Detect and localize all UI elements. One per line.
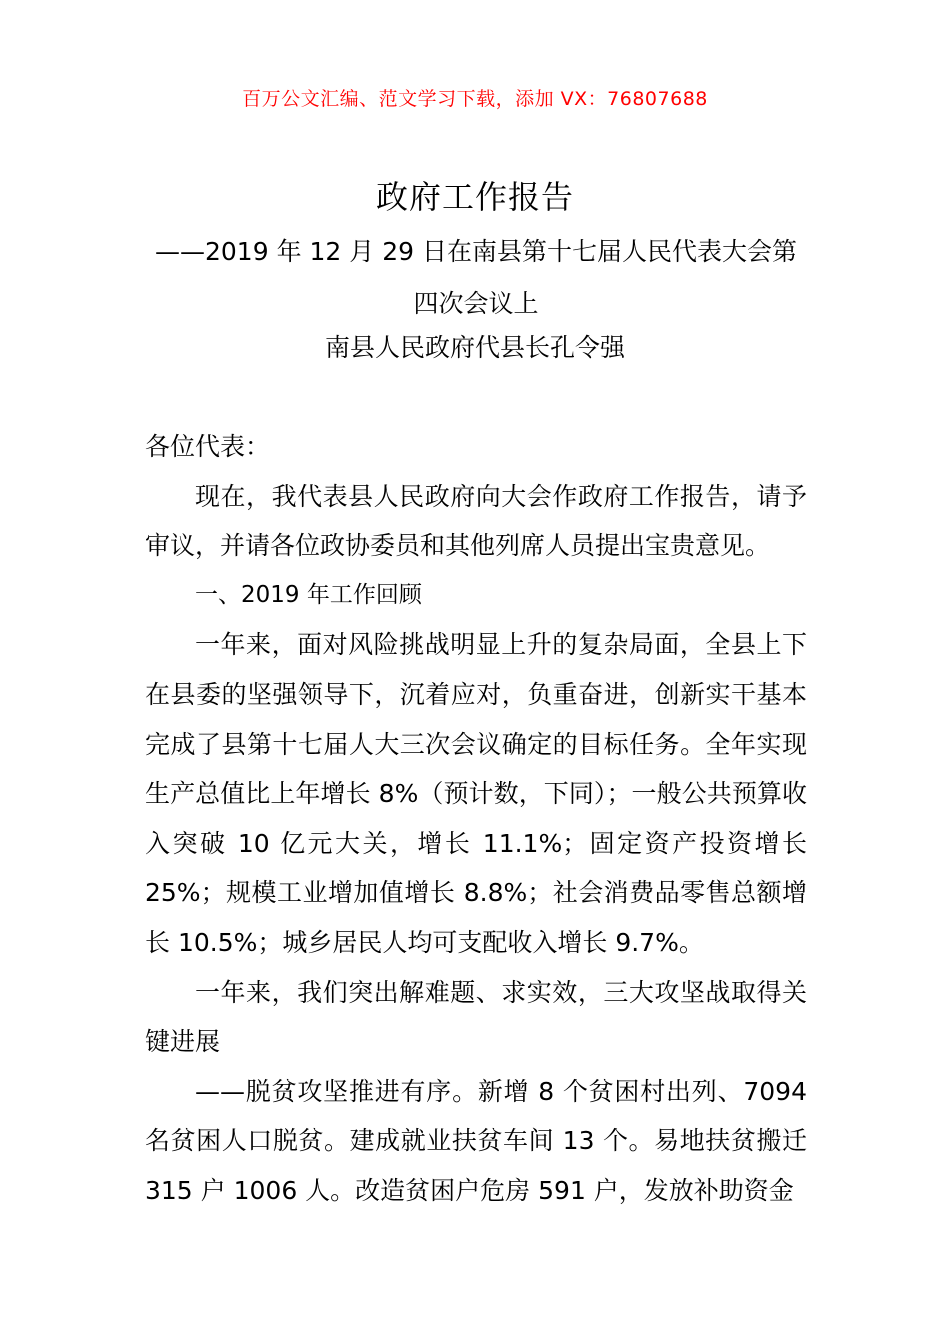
document-subtitle: ——2019 年 12 月 29 日在南县第十七届人民代表大会第四次会议上 xyxy=(155,237,797,318)
intro-paragraph: 现在，我代表县人民政府向大会作政府工作报告，请予审议，并请各位政协委员和其他列席人员提出宝贵意见。 xyxy=(145,481,807,561)
section-heading: 一、2019 年工作回顾 xyxy=(195,581,422,608)
document-body xyxy=(145,422,807,1216)
body-paragraph: 一年来，面对风险挑战明显上升的复杂局面，全县上下在县委的坚强领导下，沉着应对，负重奋进，创新实干基本完成了县第十七届人大三次会议确定的目标任务。全年实现生产总值比上年增长 8%（预计数，下同）；一般公共预算收入突破 10 亿元大关，增长 11.1%；固定资产投资增长 25%；规模工业增加值增长 8.8%；社会消费品零售总额增长 10.5%；城乡居民人均可支配收入增长 9.7%。 xyxy=(145,630,807,957)
document-author: 南县人民政府代县长孔令强 xyxy=(324,333,625,362)
body-paragraph: 一年来，我们突出解难题、求实效，三大攻坚战取得关键进展 xyxy=(145,977,807,1057)
document-title: 政府工作报告 xyxy=(375,178,574,216)
body-paragraph: ——脱贫攻坚推进有序。新增 8 个贫困村出列、7094 名贫困人口脱贫。建成就业扶贫车间 13 个。易地扶贫搬迁 315 户 1006 人。改造贫困户危房 591 户，发放补助资金 xyxy=(145,1076,807,1205)
salutation: 各位代表： xyxy=(145,432,271,461)
promo-header-note: 百万公文汇编、范文学习下载，添加 VX：76807688 xyxy=(242,88,708,110)
